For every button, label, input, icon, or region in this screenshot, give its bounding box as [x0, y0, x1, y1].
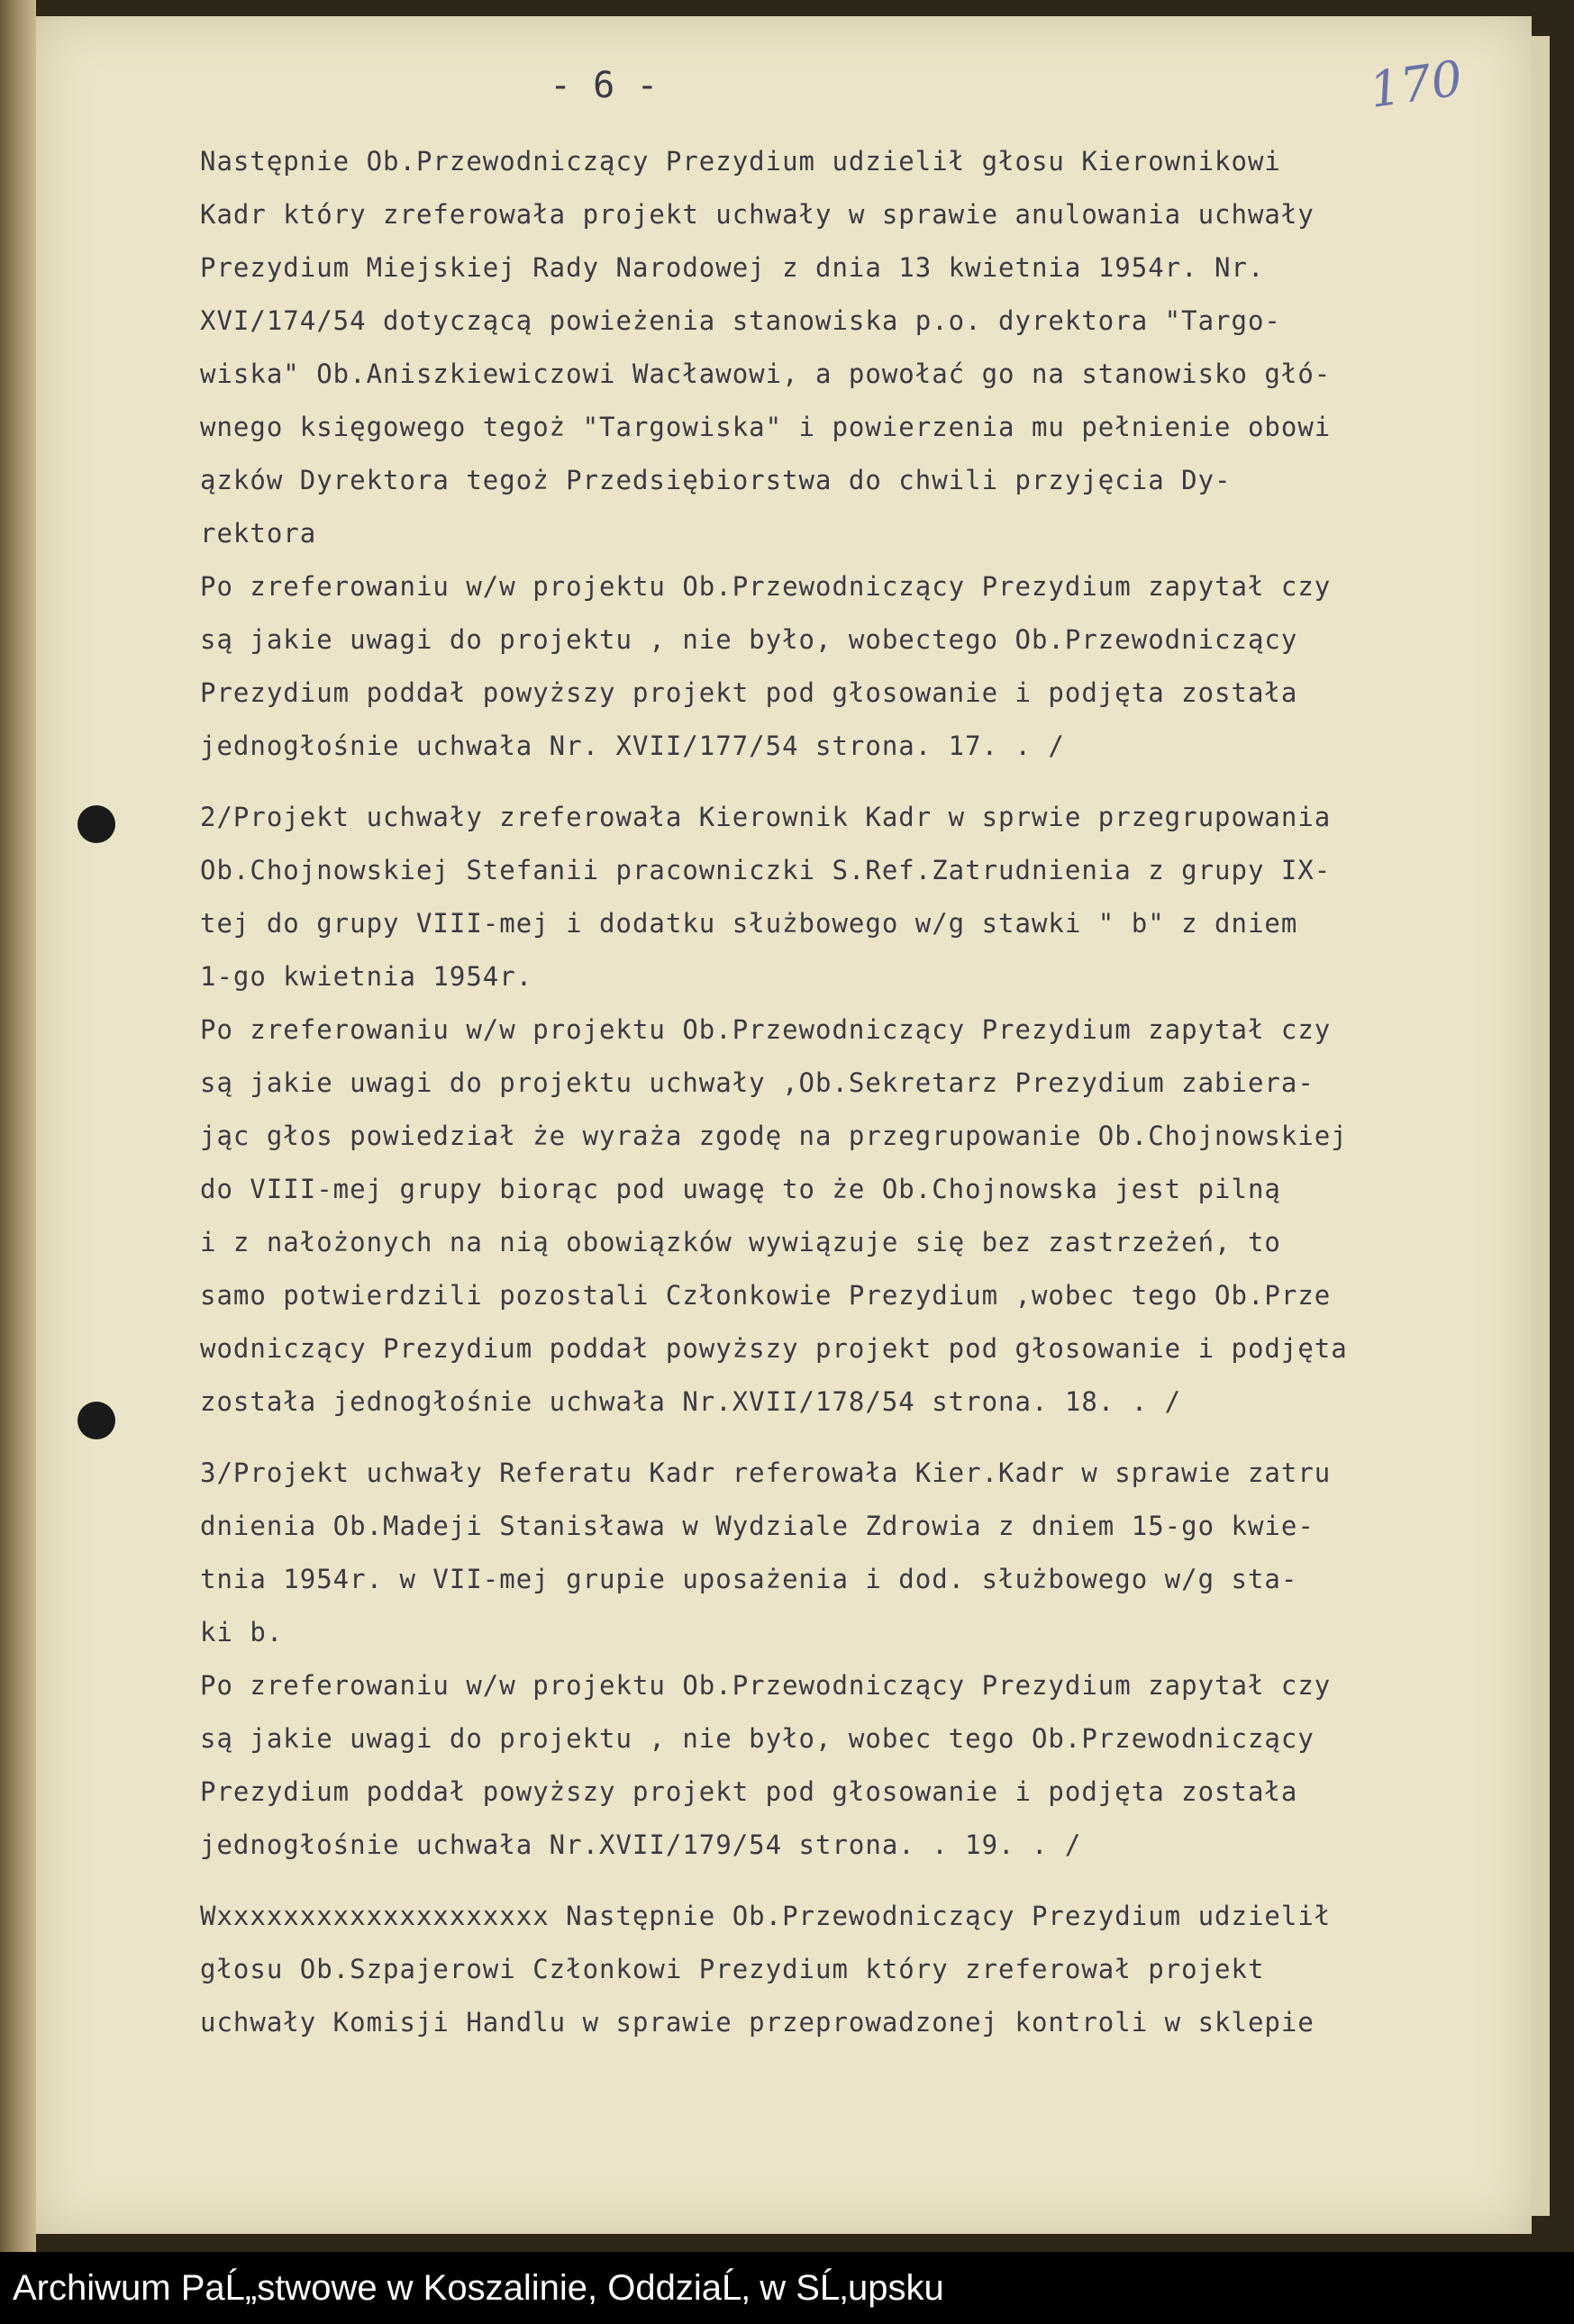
text-line: ązków Dyrektora tegoż Przedsiębiorstwa do chwili przyjęcia Dy- — [200, 465, 1232, 495]
paragraph — [200, 791, 1515, 1003]
page-edge — [1532, 36, 1550, 2216]
text-line: dnienia Ob.Madeji Stanisława w Wydziale Zdrowia z dniem 15-go kwie- — [200, 1511, 1315, 1541]
text-line: są jakie uwagi do projektu , nie było, wobectego Ob.Przewodniczący — [200, 624, 1298, 655]
text-line: 1-go kwietnia 1954r. — [200, 961, 533, 992]
text-line: jąc głos powiedział że wyraża zgodę na przegrupowanie Ob.Chojnowskiej — [200, 1121, 1348, 1151]
text-line: Prezydium Miejskiej Rady Narodowej z dnia 13 kwietnia 1954r. Nr. — [200, 252, 1265, 283]
paragraph — [200, 135, 1515, 560]
text-line: Następnie Ob.Przewodniczący Prezydium udzielił głosu Kierownikowi — [200, 146, 1281, 177]
text-line: wnego księgowego tegoż "Targowiska" i powierzenia mu pełnienie obowi — [200, 412, 1332, 442]
text-line: ki b. — [200, 1617, 284, 1648]
binder-edge — [0, 0, 36, 2252]
text-line: uchwały Komisji Handlu w sprawie przeprowadzonej kontroli w sklepie — [200, 2007, 1315, 2038]
punch-hole — [77, 1402, 115, 1439]
text-line: są jakie uwagi do projektu , nie było, wobec tego Ob.Przewodniczący — [200, 1723, 1315, 1754]
text-line: rektora — [200, 518, 317, 549]
paragraph — [200, 1447, 1515, 1659]
text-line: Po zreferowaniu w/w projektu Ob.Przewodniczący Prezydium zapytał czy — [200, 1670, 1332, 1701]
paragraph — [200, 1659, 1515, 1872]
text-line: 2/Projekt uchwały zreferowała Kierownik Kadr w sprwie przegrupowania — [200, 802, 1332, 832]
text-line: i z nałożonych na nią obowiązków wywiązuje się bez zastrzeżeń, to — [200, 1227, 1281, 1257]
text-line: wiska" Ob.Aniszkiewiczowi Wacławowi, a powołać go na stanowisko głó- — [200, 359, 1332, 389]
text-line: 3/Projekt uchwały Referatu Kadr referowała Kier.Kadr w sprawie zatru — [200, 1457, 1332, 1488]
text-line: tnia 1954r. w VII-mej grupie uposażenia i dod. służbowego w/g sta- — [200, 1564, 1298, 1594]
text-line: Prezydium poddał powyższy projekt pod głosowanie i podjęta została — [200, 677, 1298, 708]
paragraph — [200, 1003, 1515, 1429]
text-line: wodniczący Prezydium poddał powyższy projekt pod głosowanie i podjęta — [200, 1333, 1348, 1364]
text-line: tej do grupy VIII-mej i dodatku służbowego w/g stawki " b" z dniem — [200, 908, 1298, 939]
text-line: Prezydium poddał powyższy projekt pod głosowanie i podjęta została — [200, 1776, 1298, 1807]
archive-footer: Archiwum PaĹ„stwowe w Koszalinie, OddziaĹ‚ w SĹ‚upsku — [0, 2252, 1574, 2324]
text-line: do VIII-mej grupy biorąc pod uwagę to że Ob.Chojnowska jest pilną — [200, 1174, 1281, 1204]
text-line: Po zreferowaniu w/w projektu Ob.Przewodniczący Prezydium zapytał czy — [200, 571, 1332, 602]
text-line: XVI/174/54 dotyczącą powieżenia stanowiska p.o. dyrektora "Targo- — [200, 305, 1281, 336]
text-line: jednogłośnie uchwała Nr.XVII/179/54 strona. . 19. . / — [200, 1829, 1082, 1860]
text-line: jednogłośnie uchwała Nr. XVII/177/54 strona. 17. . / — [200, 731, 1065, 761]
page-number: - 6 - — [550, 65, 659, 106]
typed-text-body — [200, 135, 1515, 2049]
text-line: Ob.Chojnowskiej Stefanii pracowniczki S.Ref.Zatrudnienia z grupy IX- — [200, 855, 1332, 885]
text-line: samo potwierdzili pozostali Członkowie Prezydium ,wobec tego Ob.Prze — [200, 1280, 1332, 1311]
paragraph — [200, 560, 1515, 773]
text-line: głosu Ob.Szpajerowi Członkowi Prezydium który zreferował projekt — [200, 1954, 1265, 1984]
text-line: Wxxxxxxxxxxxxxxxxxxxx Następnie Ob.Przewodniczący Prezydium udzielił — [200, 1901, 1332, 1931]
text-line: Kadr który zreferowała projekt uchwały w sprawie anulowania uchwały — [200, 199, 1315, 230]
text-line: została jednogłośnie uchwała Nr.XVII/178/54 strona. 18. . / — [200, 1386, 1182, 1417]
paragraph — [200, 1890, 1515, 2049]
punch-hole — [77, 805, 115, 843]
text-line: są jakie uwagi do projektu uchwały ,Ob.Sekretarz Prezydium zabiera- — [200, 1067, 1315, 1098]
text-line: Po zreferowaniu w/w projektu Ob.Przewodniczący Prezydium zapytał czy — [200, 1014, 1332, 1045]
archive-page-number: 170 — [1366, 50, 1466, 119]
